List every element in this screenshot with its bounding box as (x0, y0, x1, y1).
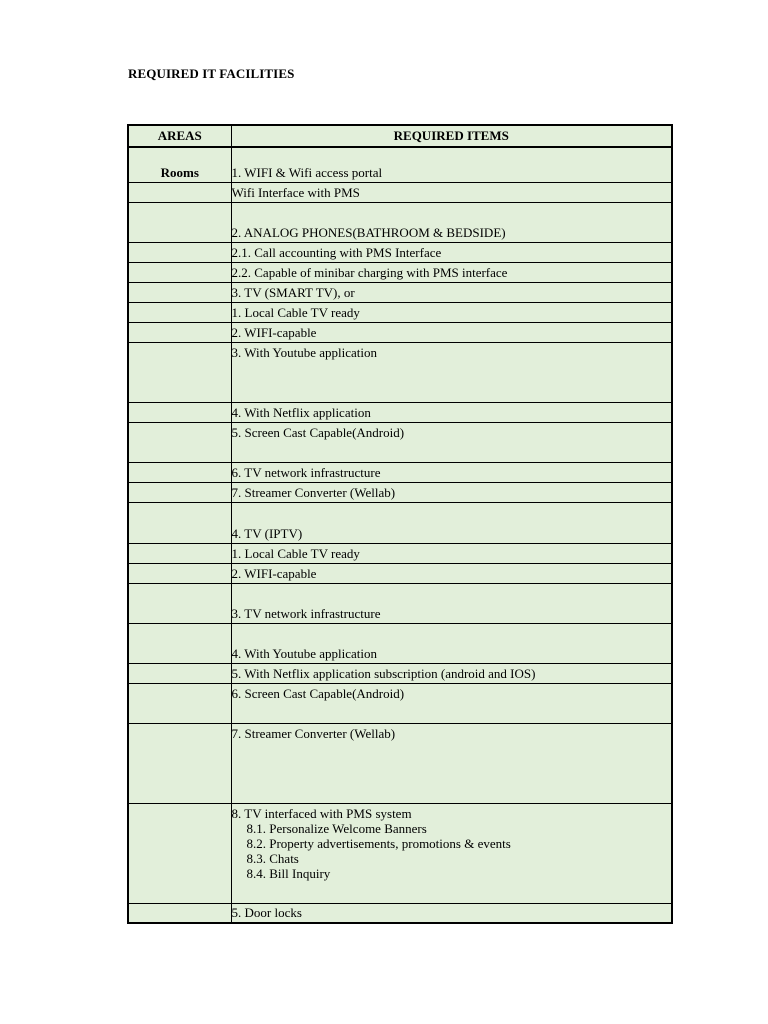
item-cell: 7. Streamer Converter (Wellab) (231, 482, 672, 502)
item-cell: 2.1. Call accounting with PMS Interface (231, 242, 672, 262)
table-row (128, 903, 672, 923)
area-cell (128, 903, 231, 923)
item-cell: 3. With Youtube application (231, 342, 672, 402)
subitem-text: 8.4. Bill Inquiry (246, 865, 331, 881)
subitem-text: 8.2. Property advertisements, promotions & events (246, 835, 511, 851)
item-cell: 6. Screen Cast Capable(Android) (231, 683, 672, 723)
table-row (128, 242, 672, 262)
subitem-text: 8.3. Chats (246, 850, 299, 866)
document-title: REQUIRED IT FACILITIES (128, 66, 295, 81)
area-cell (128, 803, 231, 903)
item-cell: 4. With Youtube application (231, 623, 672, 663)
table-row (128, 422, 672, 462)
item-cell: 2. WIFI-capable (231, 563, 672, 583)
item-cell: 3. TV network infrastructure (231, 583, 672, 623)
table-row (128, 803, 672, 903)
item-cell-with-subitems (231, 803, 672, 903)
item-cell: 5. Screen Cast Capable(Android) (231, 422, 672, 462)
required-items-table (127, 124, 673, 924)
area-cell (128, 182, 231, 202)
item-text: 8. TV interfaced with PMS system (231, 805, 412, 821)
area-cell (128, 583, 231, 623)
area-cell (128, 282, 231, 302)
table-row (128, 342, 672, 402)
area-cell (128, 402, 231, 422)
table-row (128, 462, 672, 482)
area-cell (128, 202, 231, 242)
item-cell: 2. WIFI-capable (231, 322, 672, 342)
table-row (128, 182, 672, 202)
subitem-text: 8.1. Personalize Welcome Banners (246, 820, 427, 836)
table-row (128, 482, 672, 502)
item-cell: 1. Local Cable TV ready (231, 543, 672, 563)
table-row (128, 683, 672, 723)
item-cell: 2.2. Capable of minibar charging with PMS interface (231, 262, 672, 282)
item-cell: 4. TV (IPTV) (231, 502, 672, 543)
table-row (128, 147, 672, 182)
header-areas: AREAS (128, 125, 231, 147)
table-row (128, 623, 672, 663)
item-cell: 5. With Netflix application subscription (android and IOS) (231, 663, 672, 683)
table-row (128, 322, 672, 342)
item-cell: 5. Door locks (231, 903, 672, 923)
table-row (128, 563, 672, 583)
area-cell (128, 663, 231, 683)
area-cell (128, 422, 231, 462)
area-cell (128, 242, 231, 262)
table-row (128, 302, 672, 322)
area-cell (128, 502, 231, 543)
area-cell (128, 563, 231, 583)
area-cell (128, 302, 231, 322)
item-cell: Wifi Interface with PMS (231, 182, 672, 202)
area-cell: Rooms (128, 147, 231, 182)
item-cell: 4. With Netflix application (231, 402, 672, 422)
table-row (128, 282, 672, 302)
table-row (128, 502, 672, 543)
table-row (128, 583, 672, 623)
table-row (128, 402, 672, 422)
area-cell (128, 683, 231, 723)
table-row (128, 262, 672, 282)
item-cell: 6. TV network infrastructure (231, 462, 672, 482)
area-cell (128, 342, 231, 402)
item-cell: 1. Local Cable TV ready (231, 302, 672, 322)
table-row (128, 543, 672, 563)
area-cell (128, 322, 231, 342)
area-cell (128, 543, 231, 563)
table-row (128, 723, 672, 803)
area-cell (128, 262, 231, 282)
area-cell (128, 723, 231, 803)
area-cell (128, 623, 231, 663)
item-cell: 7. Streamer Converter (Wellab) (231, 723, 672, 803)
item-cell: 3. TV (SMART TV), or (231, 282, 672, 302)
item-cell: 2. ANALOG PHONES(BATHROOM & BEDSIDE) (231, 202, 672, 242)
item-cell: 1. WIFI & Wifi access portal (231, 147, 672, 182)
table-header-row (128, 125, 672, 147)
table-row (128, 202, 672, 242)
header-required-items: REQUIRED ITEMS (231, 125, 672, 147)
area-cell (128, 482, 231, 502)
table-row (128, 663, 672, 683)
area-cell (128, 462, 231, 482)
